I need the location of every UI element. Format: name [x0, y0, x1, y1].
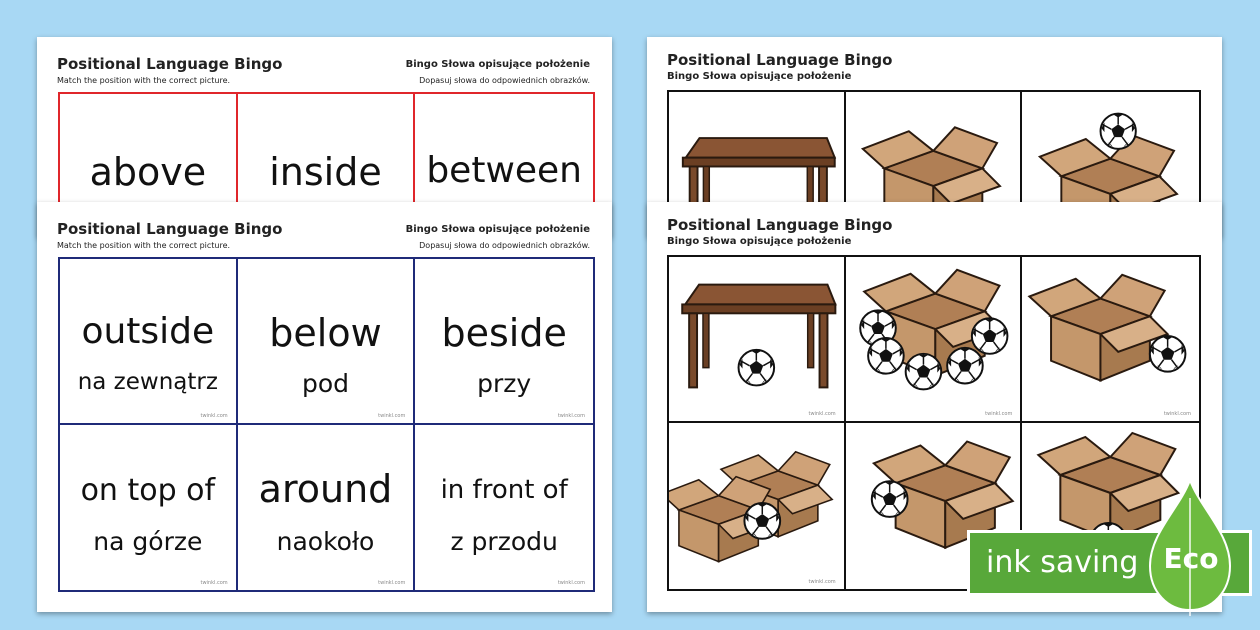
polish-translation: naokoło: [276, 526, 375, 556]
eco-badge-label: Eco: [1163, 542, 1219, 575]
sheet-polish-subtitle: Dopasuj słowa do odpowiednich obrazków.: [419, 76, 590, 85]
position-word: inside: [269, 150, 382, 194]
watermark: twinkl.com: [557, 580, 585, 586]
bingo-cell: [415, 425, 593, 591]
bingo-cell: [415, 259, 593, 425]
watermark: twinkl.com: [557, 412, 585, 419]
sheet-title: Positional Language Bingo: [57, 55, 283, 73]
position-word: in front of: [440, 474, 568, 505]
watermark: twinkl.com: [808, 579, 836, 585]
watermark: twinkl.com: [200, 580, 228, 586]
position-word: below: [269, 311, 382, 355]
polish-translation: z przodu: [450, 526, 558, 556]
sheet-polish-title: Bingo Słowa opisujące położenie: [405, 59, 590, 70]
watermark: twinkl.com: [1163, 411, 1191, 417]
watermark: twinkl.com: [200, 412, 228, 419]
position-word: around: [258, 466, 393, 511]
sheet-title: Positional Language Bingo: [57, 220, 283, 238]
sheet-polish-title: Bingo Słowa opisujące położenie: [667, 71, 852, 82]
box-balls-picture: [846, 257, 1021, 421]
box-ball-picture: [1022, 257, 1199, 421]
bingo-cell: [846, 257, 1023, 423]
polish-translation: przy: [477, 369, 532, 398]
sheet-polish-title: Bingo Słowa opisujące położenie: [667, 236, 852, 247]
sheet-polish-title: Bingo Słowa opisujące położenie: [405, 224, 590, 235]
front-word-bingo-sheet: [37, 202, 612, 612]
position-word: above: [89, 150, 207, 194]
table-ball-picture: [669, 257, 844, 421]
bingo-cell: [60, 259, 238, 425]
position-word: between: [426, 150, 582, 191]
sheet-polish-subtitle: Dopasuj słowa do odpowiednich obrazków.: [419, 241, 590, 250]
polish-translation: pod: [301, 369, 350, 398]
bingo-cell: [238, 259, 416, 425]
watermark: twinkl.com: [985, 411, 1013, 417]
sheet-title: Positional Language Bingo: [667, 51, 893, 69]
polish-translation: na górze: [93, 526, 203, 556]
sheet-subtitle: Match the position with the correct picture.: [57, 241, 231, 250]
watermark: twinkl.com: [378, 412, 406, 419]
position-word: beside: [441, 311, 567, 355]
bingo-cell: [238, 425, 416, 591]
bingo-cell: [1022, 257, 1199, 423]
watermark: twinkl.com: [808, 411, 836, 417]
position-word: outside: [81, 311, 215, 352]
watermark: twinkl.com: [378, 580, 406, 586]
bingo-cell: [669, 423, 846, 589]
bingo-cell: [60, 425, 238, 591]
ink-saving-label: ink saving: [986, 545, 1139, 580]
position-word: on top of: [80, 472, 216, 508]
polish-translation: na zewnątrz: [77, 369, 218, 395]
boxes-ball-picture: [669, 423, 844, 589]
sheet-subtitle: Match the position with the correct picture.: [57, 76, 231, 85]
bingo-grid: [58, 257, 595, 592]
bingo-cell: [669, 257, 846, 423]
sheet-title: Positional Language Bingo: [667, 216, 893, 234]
